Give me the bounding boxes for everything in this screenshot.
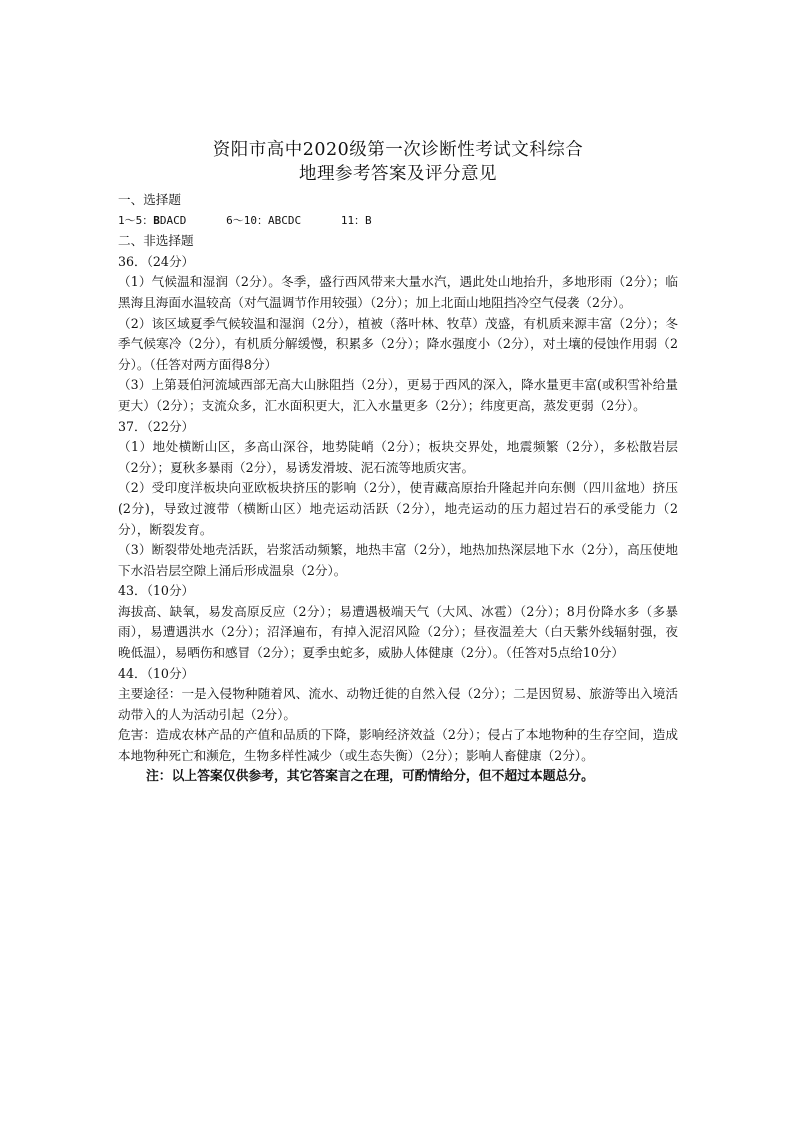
q37-part2: （2）受印度洋板块向亚欧板块挤压的影响（2分），使青藏高原抬升隆起并向东侧（四川盆地）挤压(2分)，导致过渡带（横断山区）地壳运动活跃（2分），地壳运动的压力超过岩石的承受能力（2分），断裂发育。 [118,480,678,537]
document-subtitle: 地理参考答案及评分意见 [299,164,497,184]
q44-harms: 危害：造成农林产品的产值和品质的下降，影响经济效益（2分）；侵占了本地物种的生存空间，造成本地物种死亡和濒危，生物多样性减少（或生态失衡）（2分）；影响人畜健康（2分）。 [118,727,678,764]
document-body [118,138,678,787]
q36-part2: （2）该区域夏季气候较温和湿润（2分），植被（落叶林、牧草）茂盛，有机质来源丰富（2分）；冬季气候寒冷（2分），有机质分解缓慢，积累多（2分）；降水强度小（2分），对土壤的侵蚀作用弱（2分）。（任答对两方面得8分） [118,315,678,372]
q36-part3: （3）上第聂伯河流域西部无高大山脉阻挡（2分），更易于西风的深入，降水量更丰富(或积雪补给量更大）（2分）；支流众多，汇水面积更大，汇入水量更多（2分）；纬度更高，蒸发更弱（2分）。 [118,377,678,413]
q37-heading: 37．（22分） [118,418,195,434]
q43-heading: 43．（10分） [118,583,195,599]
section-heading-nonchoice: 二、非选择题 [118,233,194,249]
choice-rest: DACD 6～10：ABCDC 11：B [159,213,372,227]
choice-first-answer: B [153,213,160,227]
q37-part1: （1）地处横断山区，多高山深谷，地势陡峭（2分）；板块交界处，地震频繁（2分），多松散岩层（2分）；夏秋多暴雨（2分），易诱发滑坡、泥石流等地质灾害。 [118,439,678,475]
document-title: 资阳市高中2020级第一次诊断性考试文科综合 [212,140,584,160]
q36-part1: （1）气候温和湿润（2分）。冬季，盛行西风带来大量水汽，遇此处山地抬升，多地形雨（2分）；临黑海且海面水温较高（对气温调节作用较强）（2分）；加上北面山地阻挡冷空气侵袭（2分）。 [118,274,678,310]
q37-part3: （3）断裂带处地壳活跃，岩浆活动频繁，地热丰富（2分），地热加热深层地下水（2分），高压使地下水沿岩层空隙上涌后形成温泉（2分）。 [118,542,678,578]
grading-note: 注：以上答案仅供参考，其它答案言之在理，可酌情给分，但不超过本题总分。 [146,768,594,784]
choice-prefix: 1～5： [118,213,154,227]
section-heading-choice: 一、选择题 [118,192,181,207]
choice-answers [118,211,678,232]
q44-heading: 44．（10分） [118,665,195,681]
q36-heading: 36．（24分） [118,253,195,269]
q44-routes: 主要途径：一是入侵物种随着风、流水、动物迁徙的自然入侵（2分）；二是因贸易、旅游等出入境活动带入的人为活动引起（2分）。 [118,686,678,722]
q43-answer: 海拔高、缺氧，易发高原反应（2分）；易遭遇极端天气（大风、冰雹）（2分）；8月份降水多（多暴雨），易遭遇洪水（2分）；沼泽遍布，有掉入泥沼风险（2分）；昼夜温差大（白天紫外线辐射强，夜晚低温），易晒伤和感冒（2分）；夏季虫蛇多，威胁人体健康（2分）。（任答对5点给10分） [118,603,678,661]
